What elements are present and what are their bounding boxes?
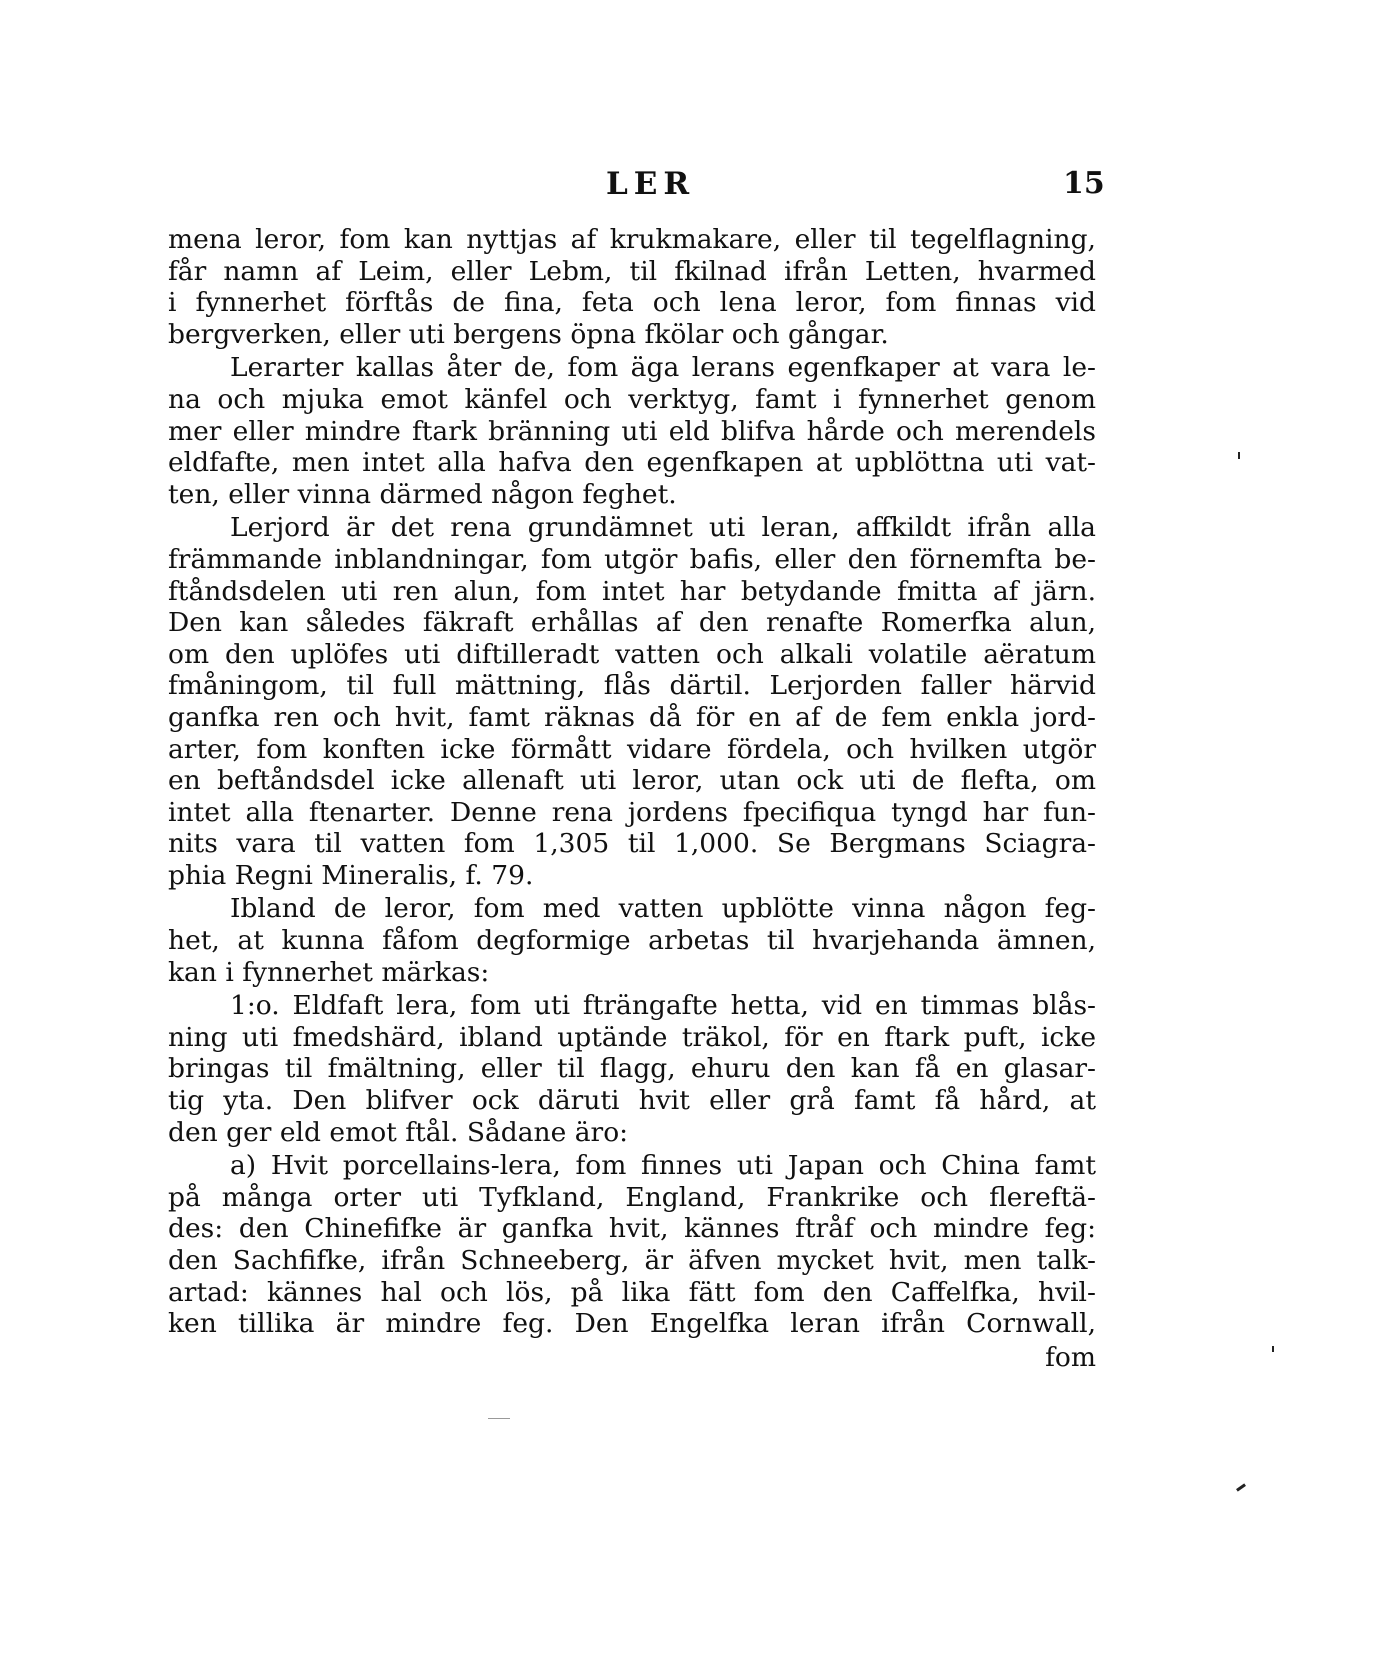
text-line: het, at kunna fåfom degformige arbetas til hvarjehanda ämnen, — [168, 925, 1096, 957]
scan-speck — [488, 1418, 510, 1419]
text-line: intet alla ftenarter. Denne rena jordens fpecifiqua tyngd har fun- — [168, 796, 1096, 828]
text-line: får namn af Leim, eller Lebm, til fkilnad ifrån Letten, hvarmed — [168, 255, 1096, 287]
scan-speck — [1236, 1483, 1246, 1491]
text-line: kan i fynnerhet märkas: — [168, 956, 490, 988]
text-line: ftåndsdelen uti ren alun, fom intet har betydande fmitta af järn. — [168, 575, 1096, 607]
text-line: Lerarter kallas åter de, fom äga lerans egenfkaper at vara le- — [230, 352, 1096, 384]
text-line: arter, fom konften icke förmått vidare fördela, och hvilken utgör — [168, 733, 1096, 765]
text-line: artad: kännes hal och lös, på lika fätt fom den Caffelfka, hvil- — [168, 1276, 1096, 1308]
text-line: Lerjord är det rena grundämnet uti leran, affkildt ifrån alla — [230, 512, 1096, 544]
text-line: på många orter uti Tyfkland, England, Frankrike och flereftä- — [168, 1181, 1096, 1213]
text-line: bringas til fmältning, eller til flagg, ehuru den kan få en glasar- — [168, 1053, 1096, 1085]
text-line: främmande inblandningar, fom utgör bafis, eller den förnemfta be- — [168, 543, 1096, 575]
text-line: bergverken, eller uti bergens öpna fkölar och gångar. — [168, 318, 889, 350]
running-head: LER — [606, 166, 696, 202]
text-line: mer eller mindre ftark bränning uti eld blifva hårde och merendels — [168, 415, 1096, 447]
text-line: mena leror, fom kan nyttjas af krukmakare, eller til tegelflagning, — [168, 224, 1096, 255]
text-line: i fynnerhet förftås de fina, feta och lena leror, fom finnas vid — [168, 287, 1096, 319]
page-number: 15 — [1063, 166, 1105, 201]
paragraph-lerarter — [168, 352, 1096, 510]
text-line: tig yta. Den blifver ock däruti hvit eller grå famt få hård, at — [168, 1085, 1096, 1117]
text-line: eldfafte, men intet alla hafva den egenfkapen at upblöttna uti vat- — [168, 447, 1096, 479]
text-line: ken tillika är mindre feg. Den Engelfka leran ifrån Cornwall, — [168, 1308, 1096, 1340]
page-header — [0, 166, 1400, 206]
paragraph-eldfast — [168, 990, 1096, 1148]
paragraph-1 — [168, 224, 1096, 350]
text-line: ganfka ren och hvit, famt räknas då för en af de fem enkla jord- — [168, 701, 1096, 733]
scan-speck — [1238, 452, 1240, 459]
text-line: a) Hvit porcellains-lera, fom finnes uti Japan och China famt — [230, 1150, 1096, 1182]
text-line: en beftåndsdel icke allenaft uti leror, utan ock uti de flefta, om — [168, 765, 1096, 797]
paragraph-porcellain — [168, 1150, 1096, 1340]
text-line: des: den Chinefifke är ganfka hvit, kännes ftråf och mindre feg: — [168, 1213, 1096, 1245]
text-line: 1:o. Eldfaft lera, fom uti fträngafte hetta, vid en timmas blås- — [230, 990, 1096, 1022]
text-line: phia Regni Mineralis, f. 79. — [168, 859, 534, 891]
text-line: ning uti fmedshärd, ibland uptände träkol, för en ftark puft, icke — [168, 1021, 1096, 1053]
scan-speck — [1272, 1346, 1274, 1352]
text-line: fmåningom, til full mättning, flås därtil. Lerjorden faller härvid — [168, 670, 1096, 702]
body-text — [168, 224, 1096, 1373]
paragraph-lerjord — [168, 512, 1096, 891]
text-line: na och mjuka emot känfel och verktyg, famt i fynnerhet genom — [168, 383, 1096, 415]
text-line: nits vara til vatten fom 1,305 til 1,000. Se Bergmans Sciagra- — [168, 828, 1096, 860]
text-line: den ger eld emot ftål. Sådane äro: — [168, 1116, 629, 1148]
catchword: fom — [1045, 1341, 1096, 1373]
paragraph-ibland — [168, 893, 1096, 988]
text-line: den Sachfifke, ifrån Schneeberg, är äfven mycket hvit, men talk- — [168, 1245, 1096, 1276]
text-line: Den kan således fäkraft erhållas af den renafte Romerfka alun, — [168, 607, 1096, 639]
text-line: ten, eller vinna därmed någon feghet. — [168, 478, 677, 510]
text-line: om den uplöfes uti diftilleradt vatten och alkali volatile aëratum — [168, 638, 1096, 670]
text-line: Ibland de leror, fom med vatten upblötte vinna någon feg- — [230, 893, 1096, 925]
